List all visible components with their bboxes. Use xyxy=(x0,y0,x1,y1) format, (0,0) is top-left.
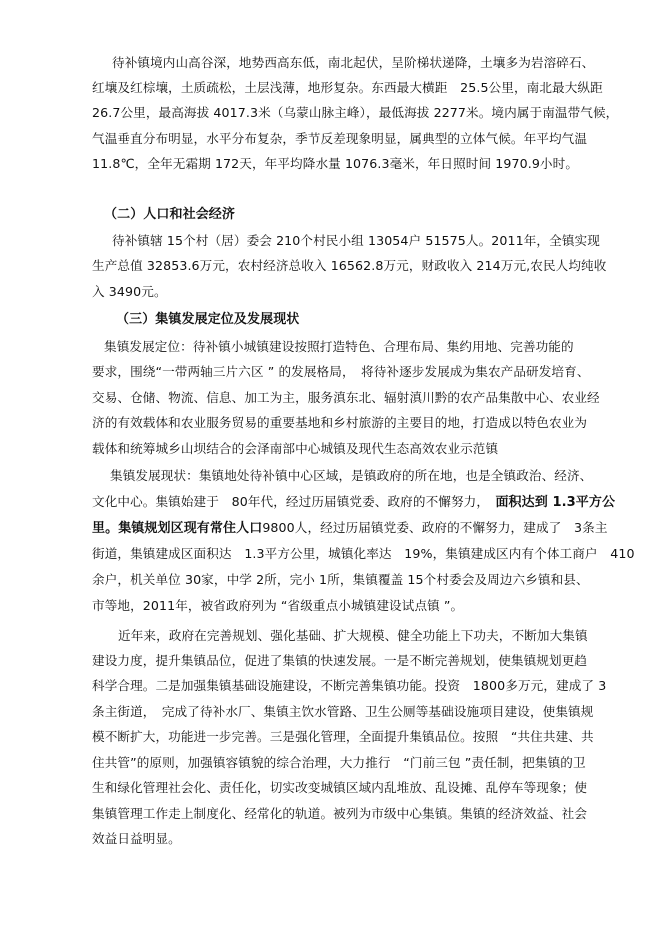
economy-paragraph-line-3: 入 3490元。 xyxy=(92,284,167,299)
status-line-2-bold: 面积达到 1.3平方公 xyxy=(495,495,616,510)
recent-paragraph-line-5: 模不断扩大，功能进一步完善。三是强化管理，全面提升集镇品位。按照 “共住共建、共 xyxy=(92,729,594,744)
section-heading-town-development: （三）集镇发展定位及发展现状 xyxy=(116,312,300,327)
section-heading-population-economy: （二）人口和社会经济 xyxy=(104,207,236,222)
positioning-paragraph-line-1: 集镇发展定位：待补镇小城镇建设按照打造特色、合理布局、集约用地、完善功能的 xyxy=(104,339,574,354)
recent-paragraph-line-7: 生和绿化管理社会化、责任化，切实改变城镇区域内乱堆放、乱设摊、乱停车等现象；使 xyxy=(92,780,588,795)
recent-paragraph-line-4: 条主街道， 完成了待补水厂、集镇主饮水管路、卫生公厕等基础设施项目建设，使集镇规 xyxy=(92,704,594,719)
recent-paragraph-line-8: 集镇管理工作走上制度化、经常化的轨道。被列为市级中心集镇。集镇的经济效益、社会 xyxy=(92,806,588,821)
status-line-3-text: 9800人，经过历届镇党委、政府的不懈努力，建成了 3条主 xyxy=(262,520,608,535)
terrain-paragraph-line-4: 气温垂直分布明显，水平分布复杂，季节反差现象明显，属典型的立体气候。年平均气温 xyxy=(92,131,588,146)
terrain-paragraph-line-3: 26.7公里，最高海拔 4017.3米（乌蒙山脉主峰），最低海拔 2277米。境内属于南温带气候， xyxy=(92,105,619,120)
positioning-paragraph-line-3: 交易、仓储、物流、信息、加工为主，服务滇东北、辐射滇川黔的农产品集散中心、农业经 xyxy=(92,390,600,405)
recent-paragraph-line-2: 建设力度，提升集镇品位，促进了集镇的快速发展。一是不断完善规划，使集镇规划更趋 xyxy=(92,653,588,668)
economy-paragraph-line-2: 生产总值 32853.6万元，农村经济总收入 16562.8万元，财政收入 214万元,农民人均纯收 xyxy=(92,258,607,273)
positioning-paragraph-line-5: 载体和统筹城乡山坝结合的会泽南部中心城镇及现代生态高效农业示范镇 xyxy=(92,441,499,456)
status-paragraph-line-3 xyxy=(92,520,608,537)
status-paragraph-line-6: 市等地，2011年，被省政府列为 “省级重点小城镇建设试点镇 ”。 xyxy=(92,598,464,613)
terrain-paragraph-line-5: 11.8℃，全年无霜期 172天，年平均降水量 1076.3毫米，年日照时间 1970.9小时。 xyxy=(92,156,579,171)
status-paragraph-line-4: 街道，集镇建成区面积达 1.3平方公里，城镇化率达 19%，集镇建成区内有个体工商户 410 xyxy=(92,546,635,561)
terrain-paragraph-line-2: 红壤及红棕壤，土质疏松，土层浅薄，地形复杂。东西最大横距 25.5公里，南北最大纵距 xyxy=(92,80,603,95)
status-line-2-text: 文化中心。集镇始建于 80年代，经过历届镇党委、政府的不懈努力， xyxy=(92,494,483,509)
status-paragraph-line-5: 余户，机关单位 30家，中学 2所，完小 1所，集镇覆盖 15个村委会及周边六乡镇和县、 xyxy=(92,572,589,587)
status-line-3-bold: 里。集镇规划区现有常住人口 xyxy=(92,521,263,536)
positioning-paragraph-line-2: 要求，围绕“一带两轴三片六区 ” 的发展格局， 将待补逐步发展成为集农产品研发培育、 xyxy=(92,364,590,379)
positioning-paragraph-line-4: 济的有效载体和农业服务贸易的重要基地和乡村旅游的主要目的地，打造成以特色农业为 xyxy=(92,415,588,430)
status-paragraph-line-1: 集镇发展现状：集镇地处待补镇中心区域，是镇政府的所在地，也是全镇政治、经济、 xyxy=(110,468,593,483)
status-paragraph-line-2 xyxy=(92,494,615,511)
recent-paragraph-line-6: 住共管”的原则，加强镇容镇貌的综合治理，大力推行 “门前三包 ”责任制，把集镇的卫 xyxy=(92,755,586,770)
recent-paragraph-line-9: 效益日益明显。 xyxy=(92,831,181,846)
economy-paragraph-line-1: 待补镇辖 15个村（居）委会 210个村民小组 13054户 51575人。2011年，全镇实现 xyxy=(112,233,600,248)
recent-paragraph-line-1: 近年来，政府在完善规划、强化基础、扩大规模、健全功能上下功夫，不断加大集镇 xyxy=(118,628,588,643)
recent-paragraph-line-3: 科学合理。二是加强集镇基础设施建设，不断完善集镇功能。投资 1800多万元，建成了 3 xyxy=(92,678,607,693)
terrain-paragraph-line-1: 待补镇境内山高谷深，地势西高东低，南北起伏，呈阶梯状递降，土壤多为岩溶碎石、 xyxy=(112,55,595,70)
